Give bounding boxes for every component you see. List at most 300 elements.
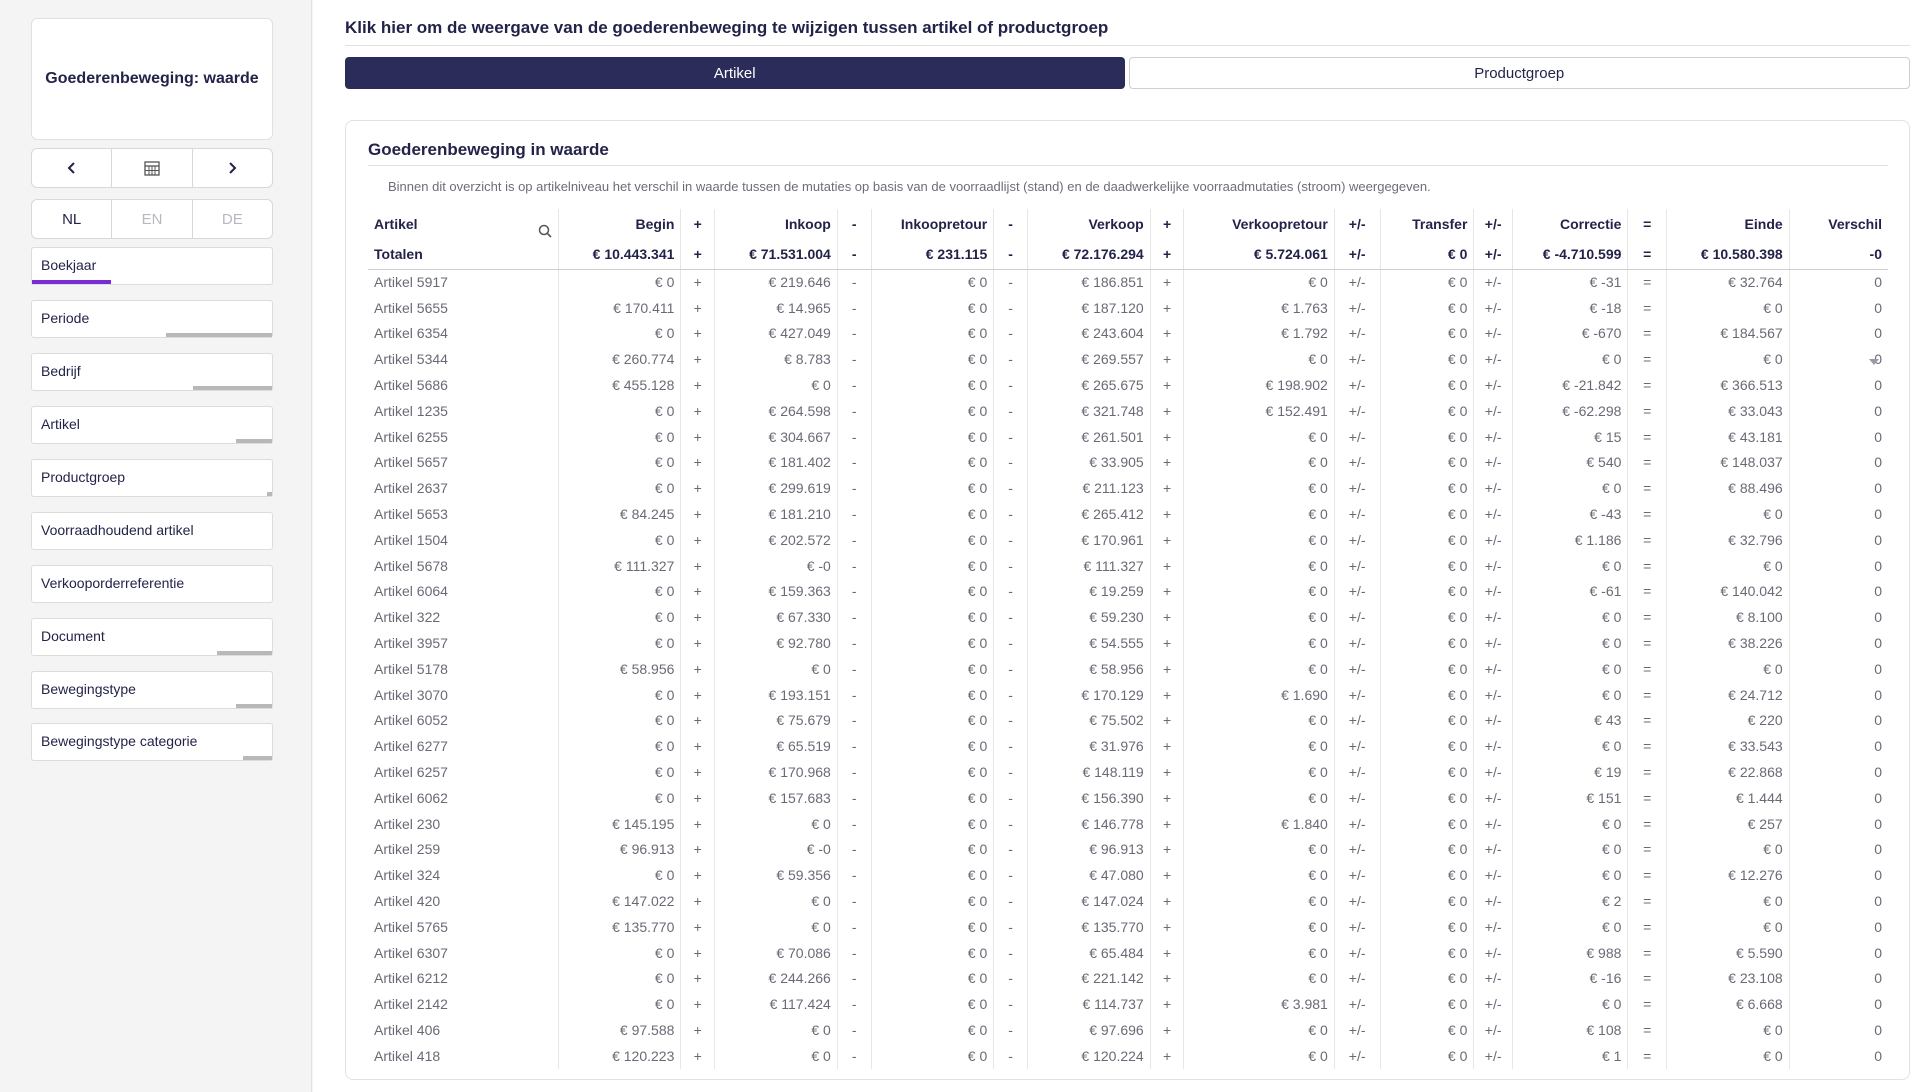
table-row xyxy=(368,424,1888,450)
table-cell: € 0 xyxy=(1380,888,1474,914)
table-cell: - xyxy=(837,966,871,992)
table-cell: € 0 xyxy=(1666,553,1789,579)
table-cell: - xyxy=(994,295,1028,321)
table-cell: € 157.683 xyxy=(715,785,838,811)
table-cell: € 0 xyxy=(1184,579,1334,605)
table-cell: - xyxy=(837,785,871,811)
table-cell: +/- xyxy=(1334,579,1380,605)
table-cell: + xyxy=(1150,295,1184,321)
table-cell: € 244.266 xyxy=(715,966,838,992)
table-cell: +/- xyxy=(1474,295,1513,321)
table-cell: € 0 xyxy=(871,1017,994,1043)
table-cell: € 0 xyxy=(558,940,681,966)
filter-selection-bar xyxy=(193,386,272,390)
table-cell: - xyxy=(994,579,1028,605)
table-row xyxy=(368,656,1888,682)
table-cell: € 0 xyxy=(1380,940,1474,966)
table-cell: € 0 xyxy=(1380,991,1474,1017)
table-cell: € 0 xyxy=(558,630,681,656)
table-cell: € 156.390 xyxy=(1027,785,1150,811)
column-header[interactable]: +/- xyxy=(1474,209,1513,239)
table-cell: - xyxy=(837,914,871,940)
column-header[interactable]: Transfer xyxy=(1380,209,1474,239)
table-cell: - xyxy=(837,837,871,863)
table-cell: + xyxy=(681,888,715,914)
table-cell: + xyxy=(681,527,715,553)
table-cell: +/- xyxy=(1474,991,1513,1017)
column-header[interactable]: + xyxy=(1150,209,1184,239)
column-header[interactable]: Begin xyxy=(558,209,681,239)
table-cell: € 0 xyxy=(1512,656,1628,682)
filter-bewegingstype[interactable] xyxy=(31,671,273,709)
table-cell: 0 xyxy=(1874,686,1882,703)
table-row xyxy=(368,733,1888,759)
table-cell: - xyxy=(837,940,871,966)
table-cell: = xyxy=(1628,708,1667,734)
table-cell: € 0 xyxy=(1380,733,1474,759)
table-cell: + xyxy=(681,940,715,966)
column-header[interactable]: + xyxy=(681,209,715,239)
table-cell: +/- xyxy=(1474,966,1513,992)
table-cell: - xyxy=(994,398,1028,424)
table-cell: + xyxy=(681,239,715,269)
table-cell: € 0 xyxy=(1184,888,1334,914)
table-cell: € 0 xyxy=(715,1043,838,1069)
table-cell: € 0 xyxy=(1380,501,1474,527)
table-cell: + xyxy=(681,295,715,321)
table-cell: + xyxy=(1150,321,1184,347)
table-cell: +/- xyxy=(1474,239,1513,269)
table-cell: € -4.710.599 xyxy=(1512,239,1628,269)
table-cell: € 0 xyxy=(558,862,681,888)
table-row xyxy=(368,372,1888,398)
filter-verkooporderreferentie[interactable] xyxy=(31,565,273,603)
filter-selection-bar xyxy=(217,651,272,655)
table-cell: € 151 xyxy=(1512,785,1628,811)
table-cell: € 455.128 xyxy=(558,372,681,398)
column-header[interactable]: Inkoop xyxy=(715,209,838,239)
table-cell: - xyxy=(837,811,871,837)
table-cell: - xyxy=(837,501,871,527)
table-cell: € 0 xyxy=(871,862,994,888)
table-cell: +/- xyxy=(1474,372,1513,398)
table-cell: € 0 xyxy=(558,321,681,347)
filter-label: Productgroep xyxy=(41,469,126,485)
filter-artikel[interactable] xyxy=(31,406,273,444)
table-cell: - xyxy=(837,269,871,295)
sidebar xyxy=(0,0,312,1092)
table-cell: € 75.502 xyxy=(1027,708,1150,734)
table-cell: - xyxy=(837,888,871,914)
table-cell: € 988 xyxy=(1512,940,1628,966)
table-cell: € 0 xyxy=(1380,239,1474,269)
table-cell: € 220 xyxy=(1666,708,1789,734)
tab-artikel[interactable]: Artikel xyxy=(345,57,1125,89)
table-cell: € 0 xyxy=(558,991,681,1017)
table-cell: € 135.770 xyxy=(1027,914,1150,940)
table-cell: +/- xyxy=(1474,501,1513,527)
row-label: Artikel 5344 xyxy=(368,346,558,372)
table-cell: € 0 xyxy=(715,914,838,940)
table-cell: € 0 xyxy=(1380,553,1474,579)
table-cell: = xyxy=(1628,733,1667,759)
table-cell: - xyxy=(837,862,871,888)
column-header[interactable]: Verschil xyxy=(1828,216,1882,232)
table-cell: + xyxy=(681,656,715,682)
filter-label: Voorraadhoudend artikel xyxy=(41,522,194,538)
table-cell: = xyxy=(1628,424,1667,450)
column-header[interactable]: Einde xyxy=(1666,209,1789,239)
table-cell: € 0 xyxy=(1666,295,1789,321)
language-de-button[interactable]: DE xyxy=(221,210,243,228)
table-cell: = xyxy=(1628,1017,1667,1043)
table-cell: € -16 xyxy=(1512,966,1628,992)
table-cell: 0 xyxy=(1874,454,1882,471)
table-cell: € 0 xyxy=(1666,346,1789,372)
table-cell: € 243.604 xyxy=(1027,321,1150,347)
row-label: Artikel 324 xyxy=(368,862,558,888)
table-cell: € 181.210 xyxy=(715,501,838,527)
table-cell: € 140.042 xyxy=(1666,579,1789,605)
table-cell: 0 xyxy=(1874,480,1882,497)
table-cell: + xyxy=(681,501,715,527)
table-cell: 0 xyxy=(1874,867,1882,884)
table-cell: +/- xyxy=(1334,269,1380,295)
table-cell: € 135.770 xyxy=(558,914,681,940)
table-cell: € 0 xyxy=(558,424,681,450)
table-cell: € 0 xyxy=(1380,682,1474,708)
table-cell: € 170.411 xyxy=(558,295,681,321)
table-cell: € 5.724.061 xyxy=(1184,239,1334,269)
table-cell: € 0 xyxy=(1184,475,1334,501)
table-cell: € 0 xyxy=(1184,604,1334,630)
table-cell: € 0 xyxy=(1380,1017,1474,1043)
table-cell: € 0 xyxy=(1184,914,1334,940)
table-cell: € 0 xyxy=(1380,372,1474,398)
table-cell: = xyxy=(1628,579,1667,605)
table-cell: € 0 xyxy=(558,527,681,553)
table-cell: - xyxy=(994,656,1028,682)
table-cell: + xyxy=(1150,553,1184,579)
filter-periode[interactable] xyxy=(31,300,273,338)
table-cell: € 14.965 xyxy=(715,295,838,321)
table-row xyxy=(368,501,1888,527)
filter-selection-bar xyxy=(236,704,272,708)
table-row xyxy=(368,295,1888,321)
column-header[interactable]: - xyxy=(837,209,871,239)
table-cell: € 0 xyxy=(1380,346,1474,372)
filter-selection-bar xyxy=(32,280,111,284)
table-cell: € 0 xyxy=(1184,733,1334,759)
table-cell: € 0 xyxy=(558,475,681,501)
table-cell: + xyxy=(1150,682,1184,708)
column-header[interactable]: Verkoop xyxy=(1027,209,1150,239)
column-header[interactable]: Correctie xyxy=(1512,209,1628,239)
table-cell: - xyxy=(837,346,871,372)
table-cell: € 0 xyxy=(1380,862,1474,888)
table-cell: - xyxy=(837,708,871,734)
table-cell: € 260.774 xyxy=(558,346,681,372)
row-label: Artikel 6064 xyxy=(368,579,558,605)
table-cell: € 0 xyxy=(1666,501,1789,527)
table-cell: € 5.590 xyxy=(1666,940,1789,966)
table-cell: +/- xyxy=(1474,630,1513,656)
table-cell: - xyxy=(994,1017,1028,1043)
table-cell: € 0 xyxy=(1512,475,1628,501)
filter-bewegingstype-categorie[interactable] xyxy=(31,723,273,761)
column-header[interactable]: = xyxy=(1628,209,1667,239)
table-cell: - xyxy=(837,398,871,424)
filter-voorraadhoudend-artikel[interactable] xyxy=(31,512,273,550)
table-cell: -0 xyxy=(1789,239,1888,269)
table-cell: +/- xyxy=(1474,424,1513,450)
table-cell: € 187.120 xyxy=(1027,295,1150,321)
table-cell: +/- xyxy=(1334,1043,1380,1069)
filter-document[interactable] xyxy=(31,618,273,656)
table-cell: + xyxy=(1150,527,1184,553)
table-cell: € -18 xyxy=(1512,295,1628,321)
table-cell: - xyxy=(994,450,1028,476)
table-cell: - xyxy=(994,682,1028,708)
table-cell: +/- xyxy=(1334,372,1380,398)
table-cell: + xyxy=(681,450,715,476)
table-cell: € 33.905 xyxy=(1027,450,1150,476)
table-cell: + xyxy=(1150,811,1184,837)
table-cell: +/- xyxy=(1474,1017,1513,1043)
table-cell: - xyxy=(837,424,871,450)
table-cell: = xyxy=(1628,553,1667,579)
table-cell: € 1.792 xyxy=(1184,321,1334,347)
table-cell: +/- xyxy=(1334,321,1380,347)
table-cell: € 0 xyxy=(1380,966,1474,992)
table-cell: € 181.402 xyxy=(715,450,838,476)
table-cell: = xyxy=(1628,475,1667,501)
previous-button[interactable] xyxy=(32,149,112,187)
column-header[interactable]: Inkoopretour xyxy=(871,209,994,239)
table-cell: - xyxy=(837,450,871,476)
table-cell: € 0 xyxy=(1512,914,1628,940)
table-cell: € 0 xyxy=(871,475,994,501)
table-cell: € 170.129 xyxy=(1027,682,1150,708)
table-cell: +/- xyxy=(1334,656,1380,682)
table-cell: € 33.543 xyxy=(1666,733,1789,759)
table-cell: + xyxy=(681,553,715,579)
table-cell: € 84.245 xyxy=(558,501,681,527)
table-cell: € 0 xyxy=(1184,501,1334,527)
filter-label: Artikel xyxy=(41,416,80,432)
table-cell: € 0 xyxy=(558,269,681,295)
column-header[interactable] xyxy=(368,209,558,239)
filter-selection-bar xyxy=(267,492,272,496)
table-cell: + xyxy=(1150,1017,1184,1043)
table-cell: + xyxy=(681,579,715,605)
table-cell: + xyxy=(681,372,715,398)
table-cell: € 43 xyxy=(1512,708,1628,734)
table-cell: € 0 xyxy=(1184,553,1334,579)
table-cell: - xyxy=(994,837,1028,863)
table-cell: € 0 xyxy=(1184,966,1334,992)
row-label: Artikel 5917 xyxy=(368,269,558,295)
table-cell: +/- xyxy=(1474,682,1513,708)
table-cell: = xyxy=(1628,656,1667,682)
table-cell: € -670 xyxy=(1512,321,1628,347)
table-cell: € 0 xyxy=(558,966,681,992)
table-cell: € 92.780 xyxy=(715,630,838,656)
calendar-button[interactable] xyxy=(112,149,192,187)
table-cell: = xyxy=(1628,527,1667,553)
table-cell: + xyxy=(1150,785,1184,811)
table-cell: € 0 xyxy=(1184,656,1334,682)
view-instruction: Klik hier om de weergave van de goederenbeweging te wijzigen tussen artikel of productgroep xyxy=(345,18,1109,37)
view-tabs xyxy=(345,57,1910,89)
table-cell: € 0 xyxy=(1380,579,1474,605)
table-cell: € 12.276 xyxy=(1666,862,1789,888)
search-icon[interactable] xyxy=(538,224,552,238)
table-cell: € 0 xyxy=(1380,604,1474,630)
table-cell: = xyxy=(1628,785,1667,811)
column-header[interactable]: - xyxy=(994,209,1028,239)
table-cell: € 0 xyxy=(1512,630,1628,656)
row-label: Artikel 6255 xyxy=(368,424,558,450)
table-cell: = xyxy=(1628,888,1667,914)
table-cell: - xyxy=(994,346,1028,372)
table-cell: € 59.230 xyxy=(1027,604,1150,630)
table-cell: € 231.115 xyxy=(871,239,994,269)
column-header[interactable]: Verkoopretour xyxy=(1184,209,1334,239)
language-en-button[interactable]: EN xyxy=(112,200,192,238)
table-cell: € 10.580.398 xyxy=(1666,239,1789,269)
table-cell: 0 xyxy=(1874,944,1882,961)
table-cell: 0 xyxy=(1874,789,1882,806)
language-nl-button[interactable]: NL xyxy=(32,200,112,238)
panel-title: Goederenbeweging in waarde xyxy=(368,140,609,159)
row-label: Artikel 5178 xyxy=(368,656,558,682)
sort-down-icon[interactable] xyxy=(1869,359,1879,365)
table-cell: +/- xyxy=(1474,450,1513,476)
table-cell: - xyxy=(837,553,871,579)
table-cell: € 0 xyxy=(1380,321,1474,347)
table-cell: = xyxy=(1628,682,1667,708)
table-cell: + xyxy=(1150,656,1184,682)
table-cell: € 0 xyxy=(1666,1043,1789,1069)
table-cell: € 88.496 xyxy=(1666,475,1789,501)
table-cell: = xyxy=(1628,321,1667,347)
table-cell: € 0 xyxy=(1184,759,1334,785)
table-row xyxy=(368,1017,1888,1043)
table-cell: 0 xyxy=(1874,428,1882,445)
table-cell: +/- xyxy=(1334,630,1380,656)
table-cell: +/- xyxy=(1334,708,1380,734)
table-cell: € 145.195 xyxy=(558,811,681,837)
table-cell: + xyxy=(681,1017,715,1043)
column-header[interactable]: +/- xyxy=(1334,209,1380,239)
table-cell: € -31 xyxy=(1512,269,1628,295)
table-cell: = xyxy=(1628,759,1667,785)
table-cell: € 0 xyxy=(1184,1017,1334,1043)
table-cell: +/- xyxy=(1334,475,1380,501)
table-cell: € -21.842 xyxy=(1512,372,1628,398)
table-cell: = xyxy=(1628,811,1667,837)
table-cell: € 0 xyxy=(1512,553,1628,579)
table-cell: € 6.668 xyxy=(1666,991,1789,1017)
table-cell: +/- xyxy=(1474,656,1513,682)
table-cell: € 32.764 xyxy=(1666,269,1789,295)
table-cell: - xyxy=(994,604,1028,630)
table-cell: - xyxy=(994,940,1028,966)
table-cell: + xyxy=(681,630,715,656)
table-row xyxy=(368,862,1888,888)
table-cell: +/- xyxy=(1474,785,1513,811)
chevron-left-icon xyxy=(66,161,78,175)
table-cell: = xyxy=(1628,398,1667,424)
table-cell: € 0 xyxy=(871,269,994,295)
row-label: Artikel 6257 xyxy=(368,759,558,785)
table-cell: € 0 xyxy=(715,372,838,398)
table-cell: - xyxy=(837,579,871,605)
table-cell: € 43.181 xyxy=(1666,424,1789,450)
row-label: Artikel 6052 xyxy=(368,708,558,734)
table-cell: € -61 xyxy=(1512,579,1628,605)
table-cell: € 202.572 xyxy=(715,527,838,553)
table-cell: - xyxy=(837,295,871,321)
filter-boekjaar[interactable] xyxy=(31,247,273,285)
table-cell: € 31.976 xyxy=(1027,733,1150,759)
table-cell: = xyxy=(1628,940,1667,966)
next-button[interactable] xyxy=(193,149,272,187)
table-cell: € 108 xyxy=(1512,1017,1628,1043)
table-cell: € 3.981 xyxy=(1184,991,1334,1017)
table-cell: +/- xyxy=(1474,733,1513,759)
table-cell: € 0 xyxy=(1380,630,1474,656)
table-cell: € 0 xyxy=(871,346,994,372)
table-cell: + xyxy=(1150,940,1184,966)
table-cell: + xyxy=(1150,1043,1184,1069)
table-cell: - xyxy=(837,682,871,708)
date-navigation xyxy=(31,148,273,188)
filter-selection-bar xyxy=(236,439,272,443)
filter-bedrijf[interactable] xyxy=(31,353,273,391)
table-cell: € 148.119 xyxy=(1027,759,1150,785)
table-cell: € 0 xyxy=(871,759,994,785)
table-cell: - xyxy=(837,372,871,398)
table-cell: + xyxy=(681,966,715,992)
table-cell: 0 xyxy=(1874,918,1882,935)
language-selector xyxy=(31,199,273,239)
tab-productgroep[interactable]: Productgroep xyxy=(1129,57,1911,89)
table-cell: € 0 xyxy=(871,579,994,605)
table-cell: € 265.675 xyxy=(1027,372,1150,398)
divider xyxy=(345,45,1910,46)
table-cell: +/- xyxy=(1474,579,1513,605)
table-cell: € 0 xyxy=(1666,656,1789,682)
table-cell: = xyxy=(1628,991,1667,1017)
filter-label: Verkooporderreferentie xyxy=(41,575,185,591)
table-cell: + xyxy=(1150,914,1184,940)
table-cell: - xyxy=(994,759,1028,785)
table-cell: +/- xyxy=(1474,811,1513,837)
table-cell: = xyxy=(1628,630,1667,656)
table-cell: € 0 xyxy=(871,811,994,837)
table-cell: 0 xyxy=(1874,377,1882,394)
table-cell: € 0 xyxy=(871,398,994,424)
table-row xyxy=(368,398,1888,424)
filter-productgroep[interactable] xyxy=(31,459,273,497)
table-cell: +/- xyxy=(1334,346,1380,372)
table-cell: + xyxy=(681,862,715,888)
table-row xyxy=(368,682,1888,708)
table-cell: € 269.557 xyxy=(1027,346,1150,372)
report-title: Goederenbeweging: waarde xyxy=(31,18,273,140)
